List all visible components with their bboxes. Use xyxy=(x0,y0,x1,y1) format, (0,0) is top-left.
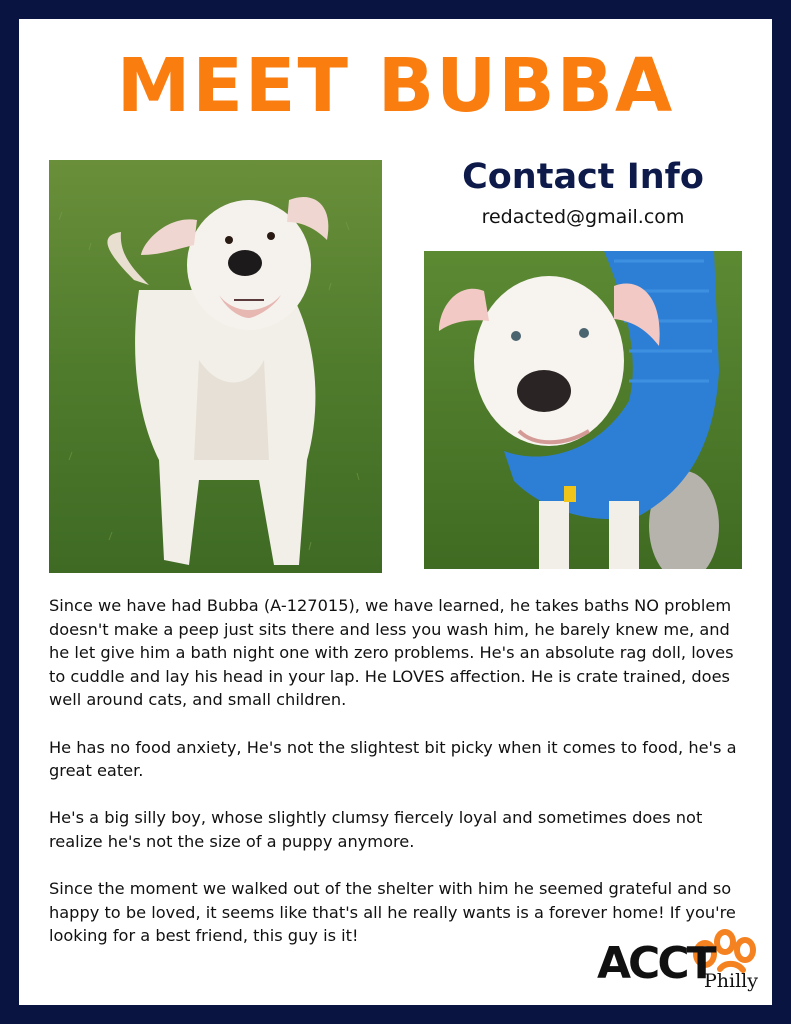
acct-philly-logo xyxy=(597,924,767,999)
bio-text xyxy=(49,594,749,972)
dog-photo-jacket xyxy=(424,251,742,569)
bio-paragraph: He's a big silly boy, whose slightly clumsy fiercely loyal and sometimes does not realize he's not the size of a puppy anymore. xyxy=(49,808,703,851)
dog-photo-standing xyxy=(49,160,382,573)
bio-paragraph: Since we have had Bubba (A-127015), we have learned, he takes baths NO problem doesn't make a peep just sits there and less you wash him, he barely knew me, and he let give him a bath night one with zero problems. He's an absolute rag doll, loves to cuddle and lay his head in your lap. He LOVES affection. He is crate trained, does well around cats, and small children. xyxy=(49,596,734,710)
contact-heading: Contact Info xyxy=(462,157,704,197)
contact-email[interactable]: redacted@gmail.com xyxy=(481,206,685,228)
logo-text: ACCT xyxy=(597,938,714,989)
logo-subtext: Philly xyxy=(704,970,758,992)
flyer-page xyxy=(19,19,772,1005)
page-title: MEET BUBBA xyxy=(116,43,675,129)
bio-paragraph: He has no food anxiety, He's not the slightest bit picky when it comes to food, he's a great eater. xyxy=(49,737,737,781)
bio-paragraph: Since the moment we walked out of the shelter with him he seemed grateful and so happy to be loved, it seems like that's all he really wants is a forever home! If you're looking for a best friend, this guy is it! xyxy=(49,879,736,946)
